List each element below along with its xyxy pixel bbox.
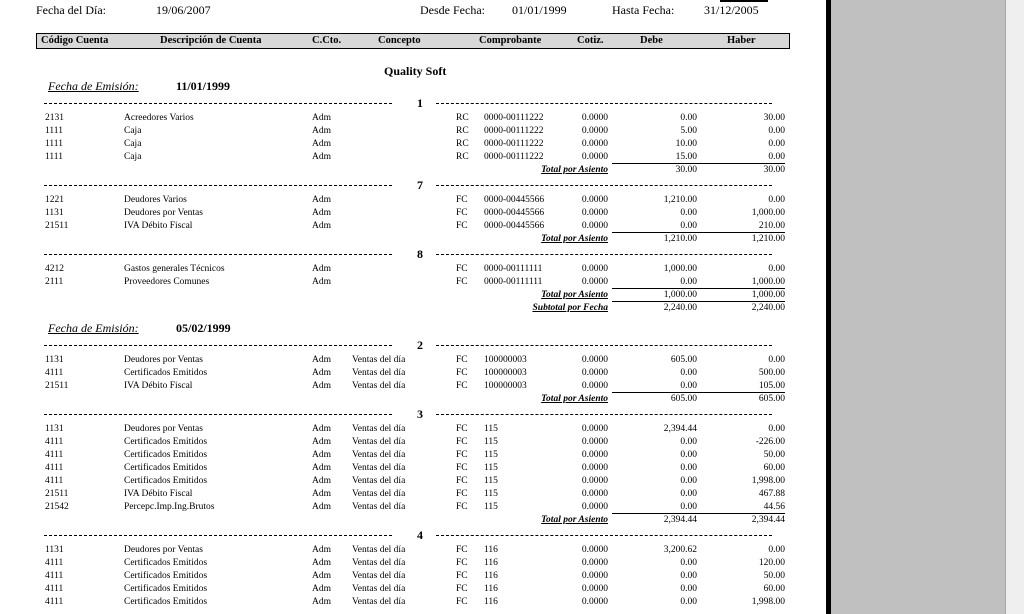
debe-amount: 0.00 xyxy=(680,437,697,447)
comprobante-tipo: FC xyxy=(456,545,468,555)
asiento-separator-left xyxy=(44,103,392,104)
cuenta-descripcion: Deudores Varios xyxy=(124,195,187,205)
comprobante-numero: 115 xyxy=(484,424,498,434)
haber-amount: 30.00 xyxy=(763,113,785,123)
centro-costo: Adm xyxy=(312,437,331,447)
comprobante-numero: 0000-00111111 xyxy=(484,264,543,274)
cotizacion: 0.0000 xyxy=(581,139,608,149)
haber-amount: 1,998.00 xyxy=(751,597,785,607)
fecha-emision-value: 11/01/1999 xyxy=(176,79,231,93)
centro-costo: Adm xyxy=(312,424,331,434)
concepto: Ventas del día xyxy=(352,476,406,486)
cuenta-code: 4111 xyxy=(45,597,64,607)
hasta-fecha-label: Hasta Fecha: xyxy=(612,3,675,17)
cotizacion: 0.0000 xyxy=(581,545,608,555)
haber-amount: 60.00 xyxy=(763,463,785,473)
col-comprobante: Comprobante xyxy=(479,35,542,46)
header-rule xyxy=(720,0,768,2)
haber-amount: 0.00 xyxy=(768,264,785,274)
concepto: Ventas del día xyxy=(352,463,406,473)
cotizacion: 0.0000 xyxy=(581,450,608,460)
comprobante-tipo: RC xyxy=(456,126,469,136)
asiento-number: 4 xyxy=(417,528,423,542)
cuenta-code: 4111 xyxy=(45,558,64,568)
concepto: Ventas del día xyxy=(352,502,406,512)
concepto: Ventas del día xyxy=(352,424,406,434)
cuenta-code: 21542 xyxy=(45,502,69,512)
cuenta-descripcion: Certificados Emitidos xyxy=(124,571,208,581)
fecha-dia-label: Fecha del Día: xyxy=(36,3,106,17)
centro-costo: Adm xyxy=(312,126,331,136)
haber-amount: 0.00 xyxy=(768,545,785,555)
cotizacion: 0.0000 xyxy=(581,489,608,499)
haber-amount: 210.00 xyxy=(758,221,785,231)
company-name: Quality Soft xyxy=(384,64,447,78)
haber-amount: 0.00 xyxy=(768,126,785,136)
cuenta-descripcion: IVA Débito Fiscal xyxy=(124,221,193,231)
haber-amount: 0.00 xyxy=(768,195,785,205)
cotizacion: 0.0000 xyxy=(581,437,608,447)
debe-amount: 0.00 xyxy=(680,221,697,231)
concepto: Ventas del día xyxy=(352,368,406,378)
total-haber: 1,210.00 xyxy=(751,234,785,244)
comprobante-tipo: FC xyxy=(456,195,468,205)
cuenta-code: 1131 xyxy=(45,208,64,218)
cuenta-code: 1111 xyxy=(45,126,63,136)
debe-amount: 0.00 xyxy=(680,463,697,473)
centro-costo: Adm xyxy=(312,463,331,473)
haber-amount: 1,000.00 xyxy=(751,208,785,218)
comprobante-numero: 0000-00445566 xyxy=(484,208,545,218)
cuenta-code: 4111 xyxy=(45,584,64,594)
cotizacion: 0.0000 xyxy=(581,264,608,274)
debe-amount: 2,394.44 xyxy=(663,424,697,434)
centro-costo: Adm xyxy=(312,597,331,607)
comprobante-numero: 115 xyxy=(484,502,498,512)
cuenta-descripcion: Deudores por Ventas xyxy=(124,424,203,434)
haber-amount: 500.00 xyxy=(758,368,785,378)
comprobante-tipo: FC xyxy=(456,476,468,486)
fecha-emision-label: Fecha de Emisión: xyxy=(48,79,139,93)
col-centro-costo: C.Cto. xyxy=(312,35,342,46)
haber-amount: 60.00 xyxy=(763,584,785,594)
centro-costo: Adm xyxy=(312,208,331,218)
col-cotizacion: Cotiz. xyxy=(577,35,604,46)
subtotal-debe: 2,240.00 xyxy=(663,303,697,313)
comprobante-numero: 0000-00445566 xyxy=(484,221,545,231)
desde-fecha-label: Desde Fecha: xyxy=(420,3,485,17)
centro-costo: Adm xyxy=(312,195,331,205)
debe-amount: 0.00 xyxy=(680,208,697,218)
centro-costo: Adm xyxy=(312,221,331,231)
col-concepto: Concepto xyxy=(378,35,421,46)
comprobante-numero: 0000-00111111 xyxy=(484,277,543,287)
comprobante-numero: 100000003 xyxy=(484,355,527,365)
cuenta-descripcion: IVA Débito Fiscal xyxy=(124,381,193,391)
cuenta-descripcion: Caja xyxy=(124,139,142,149)
cuenta-descripcion: Deudores por Ventas xyxy=(124,208,203,218)
total-haber: 2,394.44 xyxy=(751,515,785,525)
cuenta-descripcion: Certificados Emitidos xyxy=(124,463,208,473)
comprobante-numero: 116 xyxy=(484,545,498,555)
haber-amount: 44.56 xyxy=(763,502,785,512)
comprobante-tipo: FC xyxy=(456,558,468,568)
debe-amount: 0.00 xyxy=(680,277,697,287)
concepto: Ventas del día xyxy=(352,355,406,365)
cuenta-code: 4111 xyxy=(45,463,64,473)
debe-amount: 1,210.00 xyxy=(663,195,697,205)
centro-costo: Adm xyxy=(312,584,331,594)
cotizacion: 0.0000 xyxy=(581,463,608,473)
col-debe: Debe xyxy=(640,35,663,46)
cuenta-descripcion: Caja xyxy=(124,152,142,162)
asiento-separator-right xyxy=(436,414,772,415)
comprobante-numero: 0000-00111222 xyxy=(484,113,544,123)
haber-amount: 1,000.00 xyxy=(751,277,785,287)
cuenta-descripcion: IVA Débito Fiscal xyxy=(124,489,193,499)
asiento-separator-right xyxy=(436,345,772,346)
cuenta-descripcion: Caja xyxy=(124,126,142,136)
centro-costo: Adm xyxy=(312,489,331,499)
comprobante-tipo: FC xyxy=(456,277,468,287)
comprobante-tipo: FC xyxy=(456,264,468,274)
concepto: Ventas del día xyxy=(352,584,406,594)
asiento-separator-left xyxy=(44,345,392,346)
comprobante-numero: 116 xyxy=(484,597,498,607)
total-por-asiento-label: Total por Asiento xyxy=(541,290,608,300)
debe-amount: 5.00 xyxy=(680,126,697,136)
asiento-number: 3 xyxy=(417,407,423,421)
cotizacion: 0.0000 xyxy=(581,208,608,218)
debe-amount: 0.00 xyxy=(680,502,697,512)
cuenta-code: 4212 xyxy=(45,264,64,274)
total-haber: 1,000.00 xyxy=(751,290,785,300)
centro-costo: Adm xyxy=(312,558,331,568)
debe-amount: 0.00 xyxy=(680,450,697,460)
centro-costo: Adm xyxy=(312,264,331,274)
concepto: Ventas del día xyxy=(352,450,406,460)
comprobante-numero: 115 xyxy=(484,463,498,473)
concepto: Ventas del día xyxy=(352,571,406,581)
debe-amount: 0.00 xyxy=(680,571,697,581)
comprobante-tipo: FC xyxy=(456,450,468,460)
centro-costo: Adm xyxy=(312,450,331,460)
comprobante-numero: 0000-00445566 xyxy=(484,195,545,205)
cuenta-descripcion: Certificados Emitidos xyxy=(124,558,208,568)
comprobante-numero: 0000-00111222 xyxy=(484,139,544,149)
comprobante-numero: 0000-00111222 xyxy=(484,152,544,162)
comprobante-tipo: FC xyxy=(456,381,468,391)
cuenta-descripcion: Deudores por Ventas xyxy=(124,545,203,555)
cotizacion: 0.0000 xyxy=(581,597,608,607)
cuenta-code: 4111 xyxy=(45,368,64,378)
debe-amount: 0.00 xyxy=(680,558,697,568)
centro-costo: Adm xyxy=(312,571,331,581)
debe-amount: 0.00 xyxy=(680,381,697,391)
col-descripcion: Descripción de Cuenta xyxy=(160,35,262,46)
concepto: Ventas del día xyxy=(352,381,406,391)
comprobante-numero: 115 xyxy=(484,437,498,447)
total-por-asiento-label: Total por Asiento xyxy=(541,394,608,404)
asiento-separator-left xyxy=(44,185,392,186)
comprobante-tipo: FC xyxy=(456,437,468,447)
comprobante-numero: 100000003 xyxy=(484,368,527,378)
cotizacion: 0.0000 xyxy=(581,558,608,568)
haber-amount: 0.00 xyxy=(768,424,785,434)
cotizacion: 0.0000 xyxy=(581,277,608,287)
centro-costo: Adm xyxy=(312,476,331,486)
asiento-separator-right xyxy=(436,103,772,104)
cuenta-code: 2131 xyxy=(45,113,64,123)
concepto: Ventas del día xyxy=(352,545,406,555)
total-debe: 2,394.44 xyxy=(663,515,697,525)
comprobante-tipo: FC xyxy=(456,221,468,231)
cuenta-descripcion: Certificados Emitidos xyxy=(124,597,208,607)
cuenta-code: 4111 xyxy=(45,476,64,486)
comprobante-tipo: FC xyxy=(456,208,468,218)
desde-fecha-value: 01/01/1999 xyxy=(512,3,567,17)
cuenta-code: 1221 xyxy=(45,195,64,205)
cuenta-descripcion: Deudores por Ventas xyxy=(124,355,203,365)
fecha-emision-value: 05/02/1999 xyxy=(176,321,231,335)
asiento-separator-left xyxy=(44,254,392,255)
centro-costo: Adm xyxy=(312,139,331,149)
debe-amount: 10.00 xyxy=(675,139,697,149)
cuenta-descripcion: Certificados Emitidos xyxy=(124,450,208,460)
comprobante-tipo: FC xyxy=(456,355,468,365)
asiento-number: 2 xyxy=(417,338,423,352)
asiento-number: 1 xyxy=(417,96,423,110)
total-por-asiento-label: Total por Asiento xyxy=(541,234,608,244)
cuenta-descripcion: Certificados Emitidos xyxy=(124,437,208,447)
total-debe: 1,000.00 xyxy=(663,290,697,300)
subtotal-haber: 2,240.00 xyxy=(751,303,785,313)
cuenta-code: 2111 xyxy=(45,277,64,287)
total-debe: 605.00 xyxy=(670,394,697,404)
centro-costo: Adm xyxy=(312,368,331,378)
comprobante-numero: 116 xyxy=(484,558,498,568)
total-debe: 30.00 xyxy=(675,165,697,175)
debe-amount: 0.00 xyxy=(680,368,697,378)
haber-amount: 50.00 xyxy=(763,571,785,581)
comprobante-numero: 100000003 xyxy=(484,381,527,391)
debe-amount: 0.00 xyxy=(680,113,697,123)
asiento-separator-left xyxy=(44,414,392,415)
debe-amount: 0.00 xyxy=(680,597,697,607)
cuenta-descripcion: Proveedores Comunes xyxy=(124,277,210,287)
debe-amount: 1,000.00 xyxy=(663,264,697,274)
comprobante-tipo: RC xyxy=(456,152,469,162)
comprobante-numero: 116 xyxy=(484,584,498,594)
col-haber: Haber xyxy=(727,35,756,46)
cuenta-code: 1131 xyxy=(45,424,64,434)
total-haber: 605.00 xyxy=(758,394,785,404)
asiento-separator-right xyxy=(436,185,772,186)
centro-costo: Adm xyxy=(312,355,331,365)
debe-amount: 0.00 xyxy=(680,584,697,594)
cotizacion: 0.0000 xyxy=(581,584,608,594)
cuenta-code: 1131 xyxy=(45,545,64,555)
cuenta-code: 1131 xyxy=(45,355,64,365)
cotizacion: 0.0000 xyxy=(581,571,608,581)
centro-costo: Adm xyxy=(312,152,331,162)
haber-amount: 0.00 xyxy=(768,355,785,365)
cotizacion: 0.0000 xyxy=(581,381,608,391)
comprobante-tipo: FC xyxy=(456,489,468,499)
concepto: Ventas del día xyxy=(352,437,406,447)
debe-amount: 0.00 xyxy=(680,476,697,486)
col-codigo-cuenta: Código Cuenta xyxy=(41,35,109,46)
cuenta-descripcion: Acreedores Varios xyxy=(124,113,194,123)
comprobante-tipo: RC xyxy=(456,113,469,123)
haber-amount: -226.00 xyxy=(755,437,785,447)
centro-costo: Adm xyxy=(312,277,331,287)
cotizacion: 0.0000 xyxy=(581,476,608,486)
cuenta-descripcion: Certificados Emitidos xyxy=(124,368,208,378)
total-debe: 1,210.00 xyxy=(663,234,697,244)
haber-amount: 50.00 xyxy=(763,450,785,460)
debe-amount: 0.00 xyxy=(680,489,697,499)
cuenta-descripcion: Gastos generales Técnicos xyxy=(124,264,225,274)
fecha-emision-label: Fecha de Emisión: xyxy=(48,321,139,335)
asiento-number: 8 xyxy=(417,247,423,261)
cotizacion: 0.0000 xyxy=(581,195,608,205)
cuenta-descripcion: Percepc.Imp.Ing.Brutos xyxy=(124,502,215,512)
concepto: Ventas del día xyxy=(352,558,406,568)
total-por-asiento-label: Total por Asiento xyxy=(541,165,608,175)
total-haber: 30.00 xyxy=(763,165,785,175)
haber-amount: 105.00 xyxy=(758,381,785,391)
comprobante-numero: 115 xyxy=(484,489,498,499)
cuenta-descripcion: Certificados Emitidos xyxy=(124,476,208,486)
asiento-separator-left xyxy=(44,535,392,536)
comprobante-tipo: FC xyxy=(456,502,468,512)
cuenta-descripcion: Certificados Emitidos xyxy=(124,584,208,594)
cotizacion: 0.0000 xyxy=(581,368,608,378)
comprobante-tipo: FC xyxy=(456,584,468,594)
cotizacion: 0.0000 xyxy=(581,221,608,231)
haber-amount: 1,998.00 xyxy=(751,476,785,486)
comprobante-numero: 116 xyxy=(484,571,498,581)
cotizacion: 0.0000 xyxy=(581,424,608,434)
centro-costo: Adm xyxy=(312,381,331,391)
haber-amount: 467.88 xyxy=(758,489,785,499)
cuenta-code: 21511 xyxy=(45,489,69,499)
subtotal-por-fecha-label: Subtotal por Fecha xyxy=(532,303,608,313)
concepto: Ventas del día xyxy=(352,597,406,607)
centro-costo: Adm xyxy=(312,545,331,555)
asiento-separator-right xyxy=(436,254,772,255)
cuenta-code: 1111 xyxy=(45,152,63,162)
comprobante-tipo: FC xyxy=(456,597,468,607)
fecha-dia-value: 19/06/2007 xyxy=(156,3,211,17)
concepto: Ventas del día xyxy=(352,489,406,499)
debe-amount: 605.00 xyxy=(670,355,697,365)
comprobante-numero: 0000-00111222 xyxy=(484,126,544,136)
hasta-fecha-value: 31/12/2005 xyxy=(704,3,759,17)
cuenta-code: 1111 xyxy=(45,139,63,149)
cuenta-code: 4111 xyxy=(45,571,64,581)
cuenta-code: 4111 xyxy=(45,437,64,447)
comprobante-tipo: FC xyxy=(456,368,468,378)
vertical-scrollbar[interactable] xyxy=(1005,0,1024,614)
haber-amount: 0.00 xyxy=(768,152,785,162)
haber-amount: 0.00 xyxy=(768,139,785,149)
centro-costo: Adm xyxy=(312,113,331,123)
cuenta-code: 21511 xyxy=(45,221,69,231)
debe-amount: 15.00 xyxy=(675,152,697,162)
comprobante-tipo: FC xyxy=(456,424,468,434)
cuenta-code: 21511 xyxy=(45,381,69,391)
comprobante-tipo: RC xyxy=(456,139,469,149)
cotizacion: 0.0000 xyxy=(581,152,608,162)
cotizacion: 0.0000 xyxy=(581,355,608,365)
column-header-bar xyxy=(36,33,790,49)
cotizacion: 0.0000 xyxy=(581,113,608,123)
page-shadow xyxy=(826,0,831,614)
comprobante-tipo: FC xyxy=(456,463,468,473)
total-por-asiento-label: Total por Asiento xyxy=(541,515,608,525)
asiento-separator-right xyxy=(436,535,772,536)
haber-amount: 120.00 xyxy=(758,558,785,568)
cotizacion: 0.0000 xyxy=(581,502,608,512)
cotizacion: 0.0000 xyxy=(581,126,608,136)
comprobante-numero: 115 xyxy=(484,450,498,460)
asiento-number: 7 xyxy=(417,178,423,192)
cuenta-code: 4111 xyxy=(45,450,64,460)
comprobante-tipo: FC xyxy=(456,571,468,581)
debe-amount: 3,200.62 xyxy=(663,545,697,555)
comprobante-numero: 115 xyxy=(484,476,498,486)
centro-costo: Adm xyxy=(312,502,331,512)
